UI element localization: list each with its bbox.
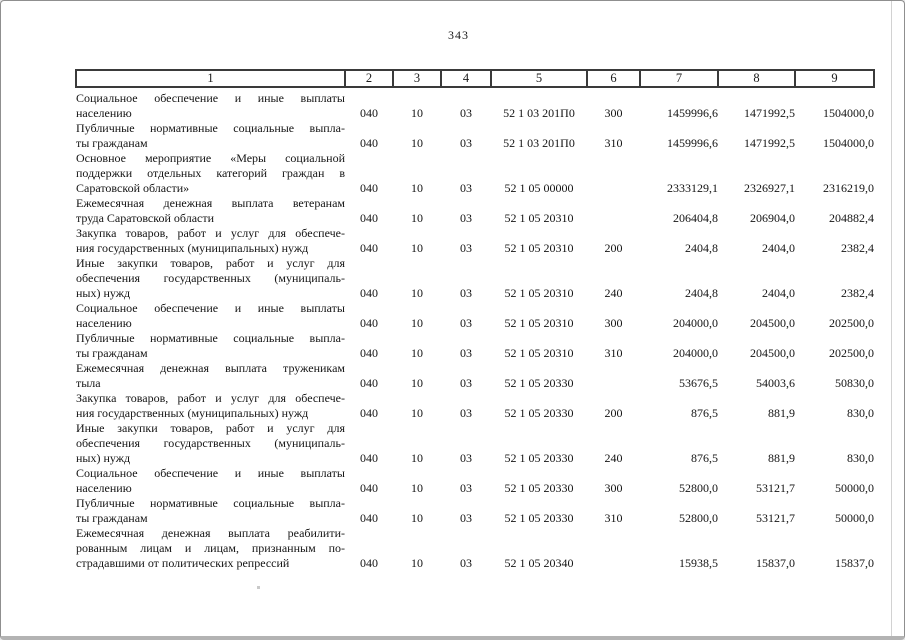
section-code: 10 — [411, 511, 423, 525]
subsection-code: 03 — [460, 346, 472, 360]
grbs-code: 040 — [360, 181, 378, 195]
description-line: Иные закупки товаров, работ и услуг для — [76, 256, 345, 270]
row-description — [76, 121, 345, 151]
column-header-7: 7 — [640, 70, 718, 87]
amount-year3: 1504000,0 — [823, 136, 874, 150]
row-description — [76, 301, 345, 331]
description-line: Публичные нормативные социальные выпла- — [76, 331, 345, 345]
subsection-code: 03 — [460, 136, 472, 150]
grbs-code: 040 — [360, 481, 378, 495]
column-header-8: 8 — [718, 70, 795, 87]
amount-year2: 2404,0 — [762, 241, 795, 255]
amount-year3: 202500,0 — [829, 346, 874, 360]
target-item-code: 52 1 05 20340 — [504, 556, 574, 570]
column-header-2: 2 — [345, 70, 393, 87]
description-line: Публичные нормативные социальные выпла- — [76, 496, 345, 510]
row-description — [76, 331, 345, 361]
grbs-code: 040 — [360, 556, 378, 570]
section-code: 10 — [411, 136, 423, 150]
section-code: 10 — [411, 406, 423, 420]
description-line: ных) нужд — [76, 451, 131, 465]
description-line: тыла — [76, 376, 101, 390]
row-description — [76, 196, 345, 226]
row-description — [76, 226, 345, 256]
amount-year1: 52800,0 — [679, 511, 718, 525]
amount-year1: 2404,8 — [685, 241, 718, 255]
expense-type-code: 310 — [604, 511, 623, 525]
subsection-code: 03 — [460, 211, 472, 225]
column-header-3: 3 — [393, 70, 441, 87]
subsection-code: 03 — [460, 511, 472, 525]
section-code: 10 — [411, 346, 423, 360]
description-line: Социальное обеспечение и иные выплаты — [76, 466, 345, 480]
expense-type-code — [587, 151, 640, 196]
table-row — [76, 121, 874, 151]
subsection-code: 03 — [460, 481, 472, 495]
row-description — [76, 466, 345, 496]
grbs-code: 040 — [360, 346, 378, 360]
description-line: рованным лицам и лицам, признанным по- — [76, 541, 345, 555]
row-description — [76, 421, 345, 466]
subsection-code: 03 — [460, 556, 472, 570]
expense-type-code: 300 — [604, 481, 623, 495]
amount-year1: 2333129,1 — [667, 181, 718, 195]
grbs-code: 040 — [360, 286, 378, 300]
description-line: ных) нужд — [76, 286, 131, 300]
description-line: ния государственных (муниципальных) нужд — [76, 241, 309, 255]
amount-year3: 830,0 — [847, 451, 874, 465]
column-header-4: 4 — [441, 70, 491, 87]
subsection-code: 03 — [460, 286, 472, 300]
description-line: Ежемесячная денежная выплата ветеранам — [76, 196, 345, 210]
amount-year2: 1471992,5 — [744, 106, 795, 120]
table-row — [76, 466, 874, 496]
target-item-code: 52 1 05 20330 — [504, 511, 574, 525]
description-line: населению — [76, 316, 132, 330]
column-header-5: 5 — [491, 70, 587, 87]
amount-year3: 830,0 — [847, 406, 874, 420]
amount-year2: 54003,6 — [756, 376, 795, 390]
amount-year1: 1459996,6 — [667, 136, 718, 150]
description-line: населению — [76, 481, 132, 495]
row-description — [76, 496, 345, 526]
amount-year1: 204000,0 — [673, 346, 718, 360]
table-row — [76, 526, 874, 571]
target-item-code: 52 1 05 20310 — [504, 286, 574, 300]
section-code: 10 — [411, 451, 423, 465]
description-line: Иные закупки товаров, работ и услуг для — [76, 421, 345, 435]
target-item-code: 52 1 05 20330 — [504, 451, 574, 465]
table-body — [76, 87, 874, 571]
amount-year2: 2326927,1 — [744, 181, 795, 195]
description-line: обеспечения государственных (муниципаль- — [76, 271, 345, 285]
grbs-code: 040 — [360, 316, 378, 330]
table-row — [76, 226, 874, 256]
amount-year3: 2382,4 — [841, 286, 874, 300]
amount-year2: 204500,0 — [750, 316, 795, 330]
description-line: Основное мероприятие «Меры социальной — [76, 151, 345, 165]
column-header-1: 1 — [76, 70, 345, 87]
amount-year1: 206404,8 — [673, 211, 718, 225]
amount-year3: 50830,0 — [835, 376, 874, 390]
row-description — [76, 526, 345, 571]
grbs-code: 040 — [360, 136, 378, 150]
amount-year1: 876,5 — [691, 451, 718, 465]
section-code: 10 — [411, 316, 423, 330]
column-header-9: 9 — [795, 70, 874, 87]
expense-type-code — [587, 196, 640, 226]
amount-year2: 1471992,5 — [744, 136, 795, 150]
table-row — [76, 331, 874, 361]
table-row — [76, 151, 874, 196]
amount-year2: 53121,7 — [756, 511, 795, 525]
amount-year2: 204500,0 — [750, 346, 795, 360]
grbs-code: 040 — [360, 241, 378, 255]
description-line: Саратовской области» — [76, 181, 190, 195]
section-code: 10 — [411, 286, 423, 300]
row-description — [76, 87, 345, 121]
amount-year3: 1504000,0 — [823, 106, 874, 120]
amount-year3: 2382,4 — [841, 241, 874, 255]
budget-table — [75, 69, 875, 571]
description-line: Социальное обеспечение и иные выплаты — [76, 91, 345, 105]
grbs-code: 040 — [360, 406, 378, 420]
section-code: 10 — [411, 181, 423, 195]
section-code: 10 — [411, 211, 423, 225]
section-code: 10 — [411, 106, 423, 120]
amount-year3: 2316219,0 — [823, 181, 874, 195]
subsection-code: 03 — [460, 406, 472, 420]
table-header-row — [76, 70, 874, 87]
description-line: поддержки отдельных категорий граждан в — [76, 166, 345, 180]
description-line: Публичные нормативные социальные выпла- — [76, 121, 345, 135]
amount-year3: 50000,0 — [835, 511, 874, 525]
table-row — [76, 87, 874, 121]
expense-type-code: 300 — [604, 106, 623, 120]
amount-year1: 876,5 — [691, 406, 718, 420]
description-line: труда Саратовской области — [76, 211, 215, 225]
table-row — [76, 361, 874, 391]
target-item-code: 52 1 05 20310 — [504, 241, 574, 255]
amount-year2: 2404,0 — [762, 286, 795, 300]
amount-year1: 204000,0 — [673, 316, 718, 330]
description-line: Ежемесячная денежная выплата труженикам — [76, 361, 345, 375]
amount-year3: 50000,0 — [835, 481, 874, 495]
scan-artifact-speck — [257, 586, 260, 589]
grbs-code: 040 — [360, 451, 378, 465]
target-item-code: 52 1 05 00000 — [504, 181, 574, 195]
expense-type-code: 240 — [604, 451, 623, 465]
row-description — [76, 256, 345, 301]
expense-type-code: 310 — [604, 136, 623, 150]
section-code: 10 — [411, 556, 423, 570]
amount-year1: 1459996,6 — [667, 106, 718, 120]
target-item-code: 52 1 05 20330 — [504, 406, 574, 420]
column-header-6: 6 — [587, 70, 640, 87]
description-line: ты гражданам — [76, 511, 148, 525]
description-line: ния государственных (муниципальных) нужд — [76, 406, 309, 420]
target-item-code: 52 1 05 20310 — [504, 316, 574, 330]
expense-type-code: 200 — [604, 406, 623, 420]
table-row — [76, 196, 874, 226]
expense-type-code — [587, 361, 640, 391]
subsection-code: 03 — [460, 376, 472, 390]
table-row — [76, 391, 874, 421]
amount-year1: 52800,0 — [679, 481, 718, 495]
amount-year2: 881,9 — [768, 406, 795, 420]
scan-artifact-line — [891, 1, 892, 636]
target-item-code: 52 1 03 201П0 — [503, 106, 575, 120]
description-line: ты гражданам — [76, 136, 148, 150]
target-item-code: 52 1 05 20330 — [504, 481, 574, 495]
row-description — [76, 151, 345, 196]
amount-year2: 881,9 — [768, 451, 795, 465]
target-item-code: 52 1 05 20310 — [504, 211, 574, 225]
target-item-code: 52 1 05 20310 — [504, 346, 574, 360]
expense-type-code: 300 — [604, 316, 623, 330]
subsection-code: 03 — [460, 181, 472, 195]
table-row — [76, 256, 874, 301]
table-row — [76, 301, 874, 331]
description-line: населению — [76, 106, 132, 120]
description-line: обеспечения государственных (муниципаль- — [76, 436, 345, 450]
row-description — [76, 391, 345, 421]
section-code: 10 — [411, 376, 423, 390]
description-line: Социальное обеспечение и иные выплаты — [76, 301, 345, 315]
subsection-code: 03 — [460, 451, 472, 465]
description-line: Закупка товаров, работ и услуг для обеспече- — [76, 226, 345, 240]
subsection-code: 03 — [460, 316, 472, 330]
amount-year2: 206904,0 — [750, 211, 795, 225]
table-row — [76, 496, 874, 526]
grbs-code: 040 — [360, 211, 378, 225]
amount-year1: 15938,5 — [679, 556, 718, 570]
target-item-code: 52 1 03 201П0 — [503, 136, 575, 150]
section-code: 10 — [411, 481, 423, 495]
table-row — [76, 421, 874, 466]
amount-year1: 2404,8 — [685, 286, 718, 300]
grbs-code: 040 — [360, 376, 378, 390]
description-line: страдавшими от политических репрессий — [76, 556, 290, 570]
subsection-code: 03 — [460, 241, 472, 255]
grbs-code: 040 — [360, 511, 378, 525]
expense-type-code — [587, 526, 640, 571]
expense-type-code: 240 — [604, 286, 623, 300]
expense-type-code: 310 — [604, 346, 623, 360]
page-number: 343 — [448, 28, 469, 42]
expense-type-code: 200 — [604, 241, 623, 255]
amount-year1: 53676,5 — [679, 376, 718, 390]
amount-year2: 53121,7 — [756, 481, 795, 495]
amount-year3: 204882,4 — [829, 211, 874, 225]
subsection-code: 03 — [460, 106, 472, 120]
table-head — [76, 70, 874, 87]
amount-year3: 15837,0 — [835, 556, 874, 570]
amount-year2: 15837,0 — [756, 556, 795, 570]
description-line: Ежемесячная денежная выплата реабилити- — [76, 526, 345, 540]
amount-year3: 202500,0 — [829, 316, 874, 330]
description-line: ты гражданам — [76, 346, 148, 360]
description-line: Закупка товаров, работ и услуг для обеспече- — [76, 391, 345, 405]
target-item-code: 52 1 05 20330 — [504, 376, 574, 390]
section-code: 10 — [411, 241, 423, 255]
grbs-code: 040 — [360, 106, 378, 120]
row-description — [76, 361, 345, 391]
